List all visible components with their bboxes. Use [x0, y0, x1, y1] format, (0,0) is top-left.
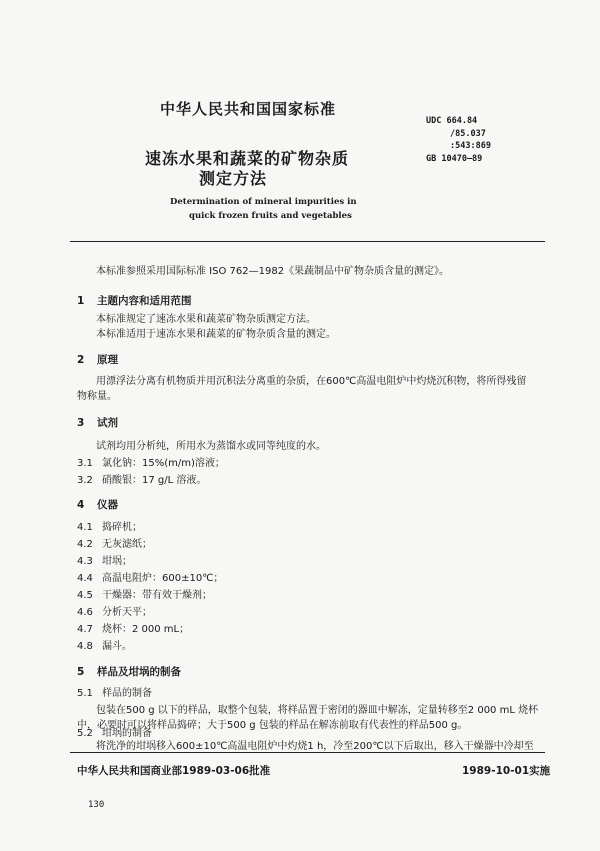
subsection-heading: 5.1 样品的制备 [77, 688, 152, 699]
header-divider [70, 241, 545, 242]
subsection-heading: 5.2 坩埚的制备 [77, 728, 152, 739]
paragraph: 试剂均用分析纯，所用水为蒸馏水或同等纯度的水。 [96, 441, 326, 452]
paragraph: 本标准规定了速冻水果和蔬菜矿物杂质测定方法。 [96, 314, 316, 325]
list-item: 4.8 漏斗。 [77, 641, 132, 652]
udc-classification [426, 115, 491, 165]
list-item: 4.1 捣碎机； [77, 522, 142, 533]
list-item: 4.7 烧杯：2 000 mL； [77, 624, 190, 635]
list-item: 3.1 氯化钠：15%(m/m)溶液； [77, 458, 225, 469]
approval-date: 中华人民共和国商业部1989-03-06批准 [77, 765, 271, 777]
english-title: Determination of mineral impurities in [170, 197, 357, 207]
footer-divider [70, 752, 545, 753]
section-heading: 1 主题内容和适用范围 [77, 295, 192, 307]
section-heading: 3 试剂 [77, 417, 118, 429]
list-item: 4.3 坩埚； [77, 556, 132, 567]
paragraph: 包装在500 g 以下的样品，取整个包装，将样品置于密闭的器皿中解冻，定量转移至2 000 mL 烧杯 [96, 705, 539, 716]
udc-line: /85.037 [450, 128, 486, 139]
paragraph-continuation: 物称量。 [77, 391, 117, 402]
page-number: 130 [88, 800, 105, 810]
english-title-line2: quick frozen fruits and vegetables [189, 211, 352, 221]
list-item: 4.2 无灰滤纸； [77, 539, 152, 550]
implementation-date: 1989-10-01实施 [462, 765, 551, 777]
gb-number: GB 10470—89 [426, 153, 483, 164]
paragraph-continuation: 中，必要时可以将样品捣碎；大于500 g 包装的样品在解冻前取有代表性的样品500 g。 [77, 720, 468, 731]
intro-paragraph: 本标准参照采用国际标准 ISO 762—1982《果蔬制品中矿物杂质含量的测定》。 [96, 266, 450, 277]
paragraph: 用漂浮法分离有机物质并用沉积法分离重的杂质，在600℃高温电阻炉中灼烧沉积物，将所得残留 [96, 376, 527, 387]
document-title: 速冻水果和蔬菜的矿物杂质 [145, 149, 350, 168]
list-item: 4.5 干燥器：带有效干燥剂； [77, 590, 212, 601]
list-item: 3.2 硝酸银：17 g/L 溶液。 [77, 475, 207, 486]
national-standard-label: 中华人民共和国国家标准 [160, 100, 337, 118]
list-item: 4.6 分析天平； [77, 607, 152, 618]
section-heading: 5 样品及坩埚的制备 [77, 666, 181, 678]
paragraph: 将洗净的坩埚移入600±10℃高温电阻炉中灼烧1 h，冷至200℃以下后取出，移入干燥器中冷却至 [96, 741, 534, 752]
section-heading: 2 原理 [77, 354, 118, 366]
document-title-line2: 测定方法 [199, 169, 268, 188]
paragraph: 本标准适用于速冻水果和蔬菜的矿物杂质含量的测定。 [96, 329, 336, 340]
section-heading: 4 仪器 [77, 499, 118, 511]
udc-line: :543:869 [450, 141, 491, 151]
list-item: 4.4 高温电阻炉：600±10℃； [77, 573, 224, 584]
udc-line: UDC 664.84 [426, 116, 478, 126]
